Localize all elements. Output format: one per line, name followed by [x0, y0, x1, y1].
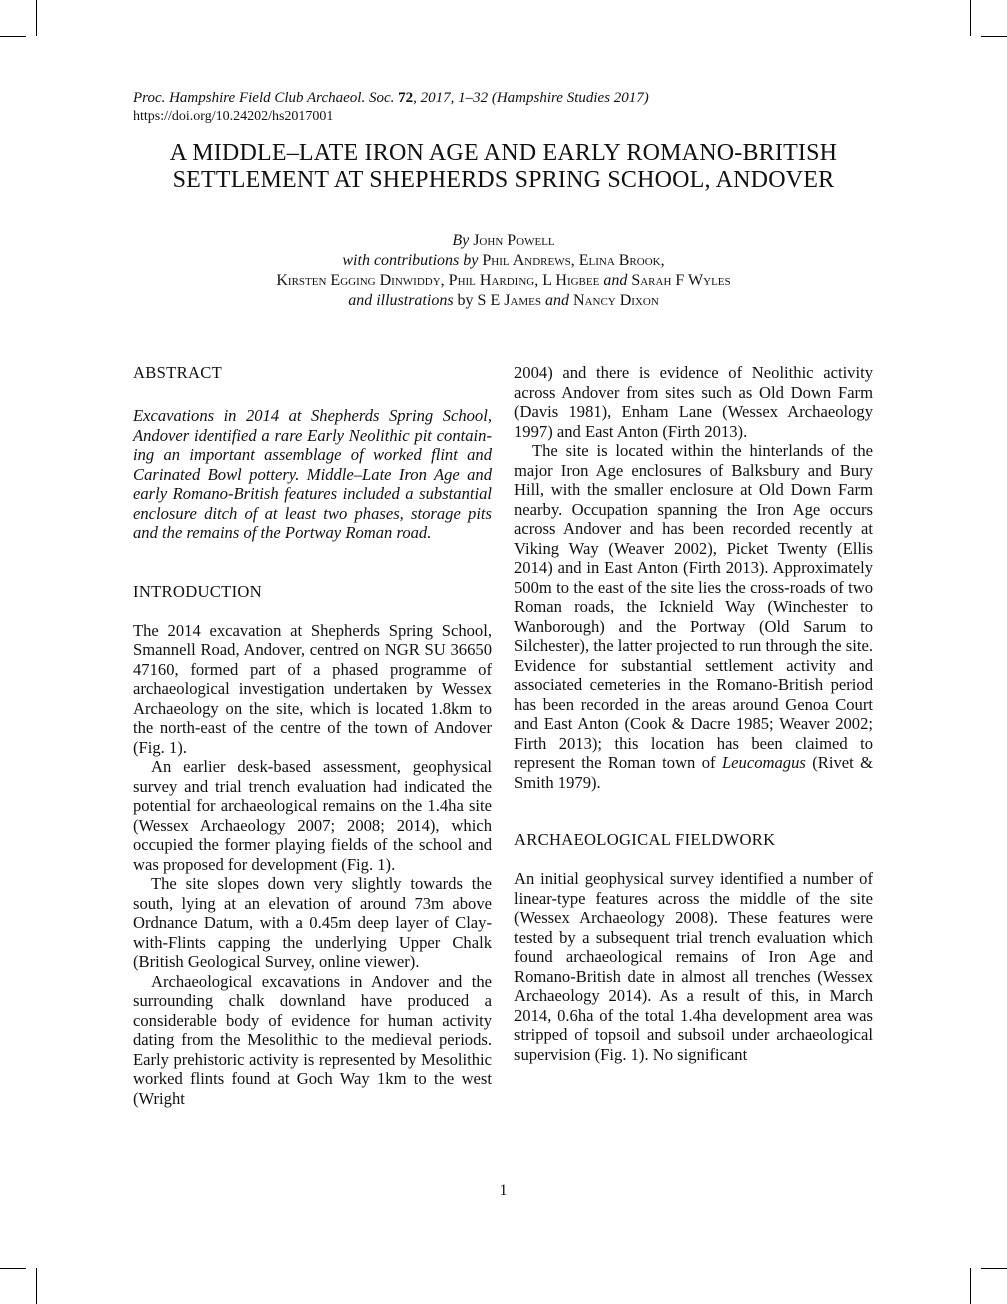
crop-mark-top-left-horizontal: [0, 36, 26, 37]
byline: [100, 231, 907, 311]
illustrator-2: Nancy Dixon: [573, 292, 659, 309]
article-title: [100, 140, 907, 194]
and-connector: and: [603, 272, 628, 289]
doi-link[interactable]: https://doi.org/10.24202/hs2017001: [133, 109, 334, 124]
byline-author-line: [100, 231, 907, 251]
left-column: [133, 363, 492, 1108]
crop-mark-top-left-vertical: [36, 0, 37, 36]
fieldwork-heading: ARCHAEOLOGICAL FIELDWORK: [514, 830, 776, 849]
crop-mark-top-right-vertical: [970, 0, 971, 36]
hinterlands-text: The site is located within the hinterlands of the major Iron Age enclosures of Balksbury and Bury Hill, with the smaller enclosure at Old Down Farm nearby. Occupation spanning the Iron Age occurs across Andover and has been recorded recently at Viking Way (Weaver 2002), Picket Twenty (Ellis 2014) and in East Anton (Firth 2013). Approximately 500m to the east of the site lies the cross-roads of two Roman roads, the Icknield Way (Winchester to Wanborough) and the Portway (Old Sarum to Silchester), the latter projected to run through the site. Evidence for substantial settlement activity and associated cemeteries in the Romano-British period has been recorded in the areas around Genoa Court and East Anton (Cook & Dacre 1985; Weaver 2002; Firth 2013); this location has been claimed to represent the Roman town of: [514, 441, 873, 772]
illus-by: by: [457, 292, 474, 309]
continued-paragraph: 2004) and there is evidence of Neolithic activity across Andover from sites such as Old Down Farm (Davis 1981), Enham Lane (Wessex Archaeology 1997) and East Anton (Firth 2013).: [514, 363, 873, 441]
abstract-heading: ABSTRACT: [133, 363, 223, 382]
journal-citation: [133, 89, 649, 108]
page-number: 1: [499, 1182, 508, 1199]
leucomagus-term: Leucomagus: [721, 753, 806, 772]
abstract-text: Excavations in 2014 at Shepherds Spring School, Andover identified a rare Early Neolithic pit containing an important assemblage of worked flint and Carinated Bowl pottery. Middle–Late Iron Age and early Romano-British features included a substantial enclosure ditch of at least two phases, storage pits and the remains of the Portway Roman road.: [133, 406, 492, 542]
intro-paragraph-4: Archaeological excavations in Andover and the surrounding chalk downland have produced a considerable body of evidence for human activity dating from the Mesolithic to the medieval periods. Early prehistoric activity is represented by Mesolithic worked flints found at Goch Way 1km to the west (Wright: [133, 971, 492, 1108]
crop-mark-bottom-left-horizontal: [0, 1268, 26, 1269]
contributors-2: Kirsten Egging Dinwiddy, Phil Harding, L Higbee: [276, 272, 600, 289]
title-line-2: SETTLEMENT AT SHEPHERDS SPRING SCHOOL, ANDOVER: [172, 167, 835, 193]
intro-paragraph-2: An earlier desk-based assessment, geophysical survey and trial trench evaluation had indicated the potential for archaeological remains on the 1.4ha site (Wessex Archaeology 2007; 2008; 2014), which occupied the former playing fields of the school and was proposed for development (Fig. 1).: [133, 757, 492, 874]
and-connector-2: and: [545, 292, 570, 309]
journal-details: , 2017, 1–32 (Hampshire Studies 2017): [413, 90, 649, 106]
journal-volume: 72: [398, 90, 414, 106]
contributors-1: Phil Andrews, Elina Brook,: [482, 252, 665, 269]
illus-prefix: and illustrations: [348, 292, 454, 309]
fieldwork-paragraph-1: An initial geophysical survey identified a number of linear-type features across the middle of the site (Wessex Archaeology 2008). These features were tested by a subsequent trial trench evaluation which found archaeological remains of Iron Age and Romano-British date in almost all trenches (Wessex Archaeology 2014). As a result of this, in March 2014, 0.6ha of the total 1.4ha development area was stripped of topsoil and subsoil under archaeological supervision (Fig. 1). No significant: [514, 869, 873, 1064]
byline-contrib-line-1: [100, 251, 907, 271]
hinterlands-text-end: (Rivet & Smith 1979).: [514, 753, 873, 792]
author-name: John Powell: [473, 232, 555, 249]
illustrator-1: S E James: [477, 292, 542, 309]
crop-mark-bottom-right-horizontal: [981, 1268, 1007, 1269]
introduction-heading: INTRODUCTION: [133, 581, 262, 601]
journal-name: Proc. Hampshire Field Club Archaeol. Soc.: [133, 90, 395, 106]
title-line-1: A MIDDLE–LATE IRON AGE AND EARLY ROMANO-BRITISH: [169, 140, 838, 166]
hinterlands-paragraph: [514, 441, 873, 792]
crop-mark-bottom-left-vertical: [36, 1268, 37, 1304]
right-column: [514, 363, 873, 1064]
intro-paragraph-1: The 2014 excavation at Shepherds Spring School, Smannell Road, Andover, centred on NGR SU 36650 47160, formed part of a phased programme of archaeological investigation undertaken by Wessex Archaeology on the site, which is located 1.8km to the north-east of the centre of the town of Andover (Fig. 1).: [133, 620, 492, 757]
byline-illustrations-line: [100, 291, 907, 311]
intro-paragraph-3: The site slopes down very slightly towards the south, lying at an elevation of around 73m above Ordnance Datum, with a 0.45m deep layer of Clay-with-Flints capping the underlying Upper Chalk (British Geological Survey, online viewer).: [133, 874, 492, 971]
contrib-prefix: with contributions by: [342, 252, 479, 269]
byline-by: By: [452, 232, 470, 249]
contributors-3: Sarah F Wyles: [631, 272, 731, 289]
byline-contrib-line-2: [100, 271, 907, 291]
crop-mark-bottom-right-vertical: [970, 1268, 971, 1304]
crop-mark-top-right-horizontal: [981, 36, 1007, 37]
